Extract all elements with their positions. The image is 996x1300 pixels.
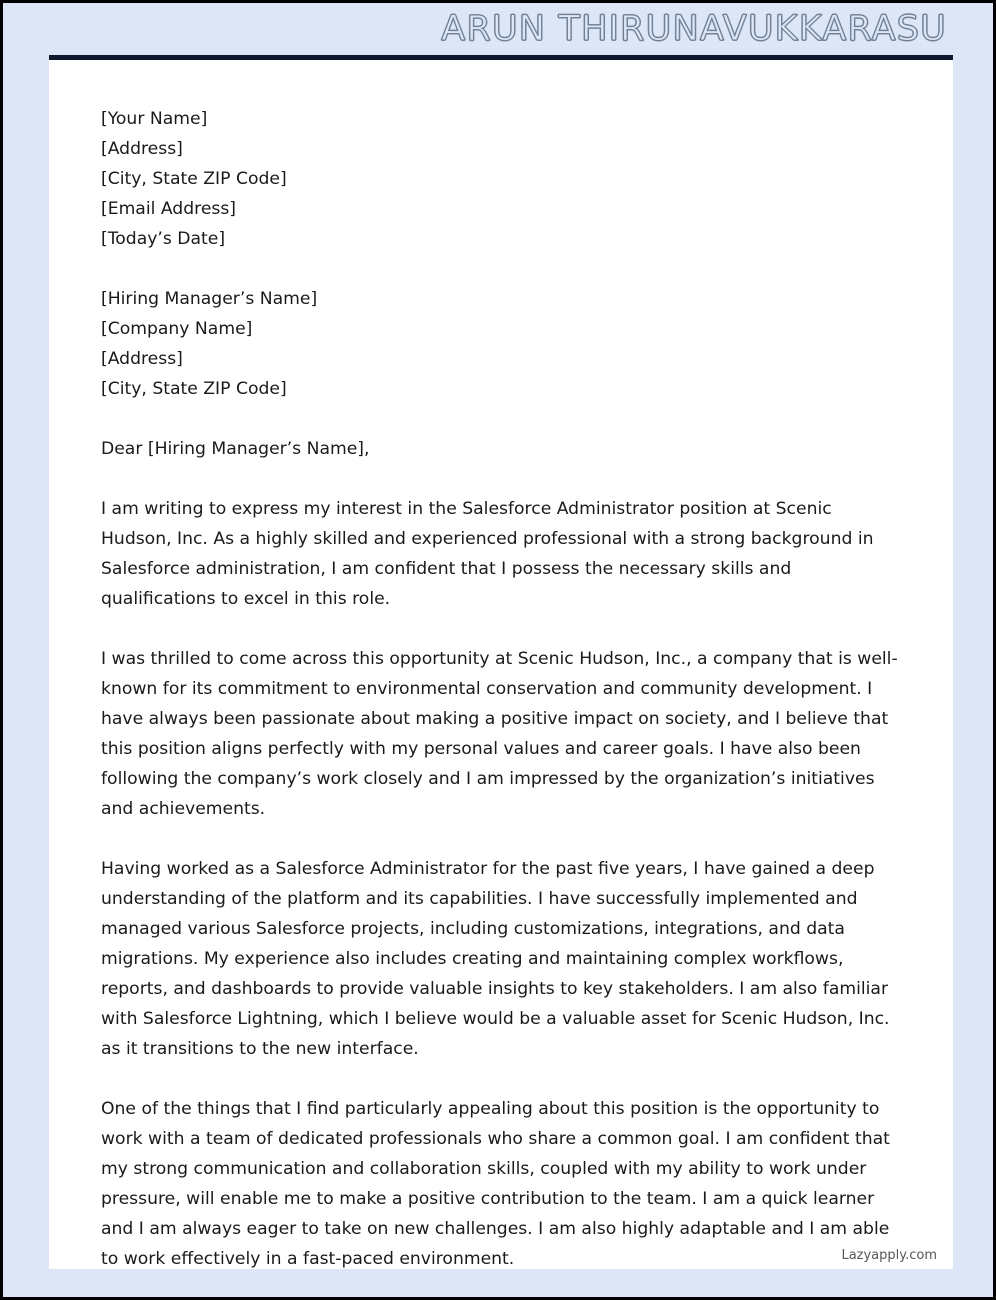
letter-paragraph: One of the things that I find particularly appealing about this position is the opportunity to work with a team of dedicated professionals who share a common goal. I am confident that my strong communication and collaboration skills, coupled with my ability to work under pressure, will enable me to make a positive contribution to the team. I am a quick learner and I am always eager to take on new challenges. I am also highly adaptable and I am able to work effectively in a fast-paced environment. [101, 1099, 890, 1269]
letter-paragraph: I was thrilled to come across this opportunity at Scenic Hudson, Inc., a company that is well-known for its commitment to environmental conservation and community development. I have always been passionate about making a positive impact on society, and I believe that this position aligns perfectly with my personal values and career goals. I have also been following the company’s work closely and I am impressed by the organization’s initiatives and achievements. [101, 649, 898, 819]
document-header [3, 3, 993, 55]
salutation: Dear [Hiring Manager’s Name], [101, 439, 370, 459]
sender-line: [City, State ZIP Code] [101, 169, 287, 189]
watermark-label: Lazyapply.com [841, 1248, 937, 1263]
sender-line: [Your Name] [101, 109, 208, 129]
recipient-line: [Company Name] [101, 319, 253, 339]
recipient-line: [Hiring Manager’s Name] [101, 289, 318, 309]
letter-paragraph: Having worked as a Salesforce Administrator for the past five years, I have gained a deep understanding of the platform and its capabilities. I have successfully implemented and managed various Salesforce projects, including customizations, integrations, and data migrations. My experience also includes creating and maintaining complex workflows, reports, and dashboards to provide valuable insights to key stakeholders. I am also familiar with Salesforce Lightning, which I believe would be a valuable asset for Scenic Hudson, Inc. as it transitions to the new interface. [101, 859, 890, 1059]
recipient-line: [City, State ZIP Code] [101, 379, 287, 399]
sender-address-block [101, 104, 901, 254]
letter-sheet [49, 55, 953, 1269]
sender-line: [Address] [101, 139, 183, 159]
sender-line: [Today’s Date] [101, 229, 226, 249]
letter-paragraph: I am writing to express my interest in the Salesforce Administrator position at Scenic Hudson, Inc. As a highly skilled and experienced professional with a strong background in Salesforce administration, I am confident that I possess the necessary skills and qualifications to excel in this role. [101, 499, 874, 609]
sender-line: [Email Address] [101, 199, 237, 219]
recipient-line: [Address] [101, 349, 183, 369]
recipient-address-block [101, 284, 901, 404]
cover-letter-body [49, 60, 953, 1269]
candidate-name: ARUN THIRUNAVUKKARASU [441, 9, 947, 49]
